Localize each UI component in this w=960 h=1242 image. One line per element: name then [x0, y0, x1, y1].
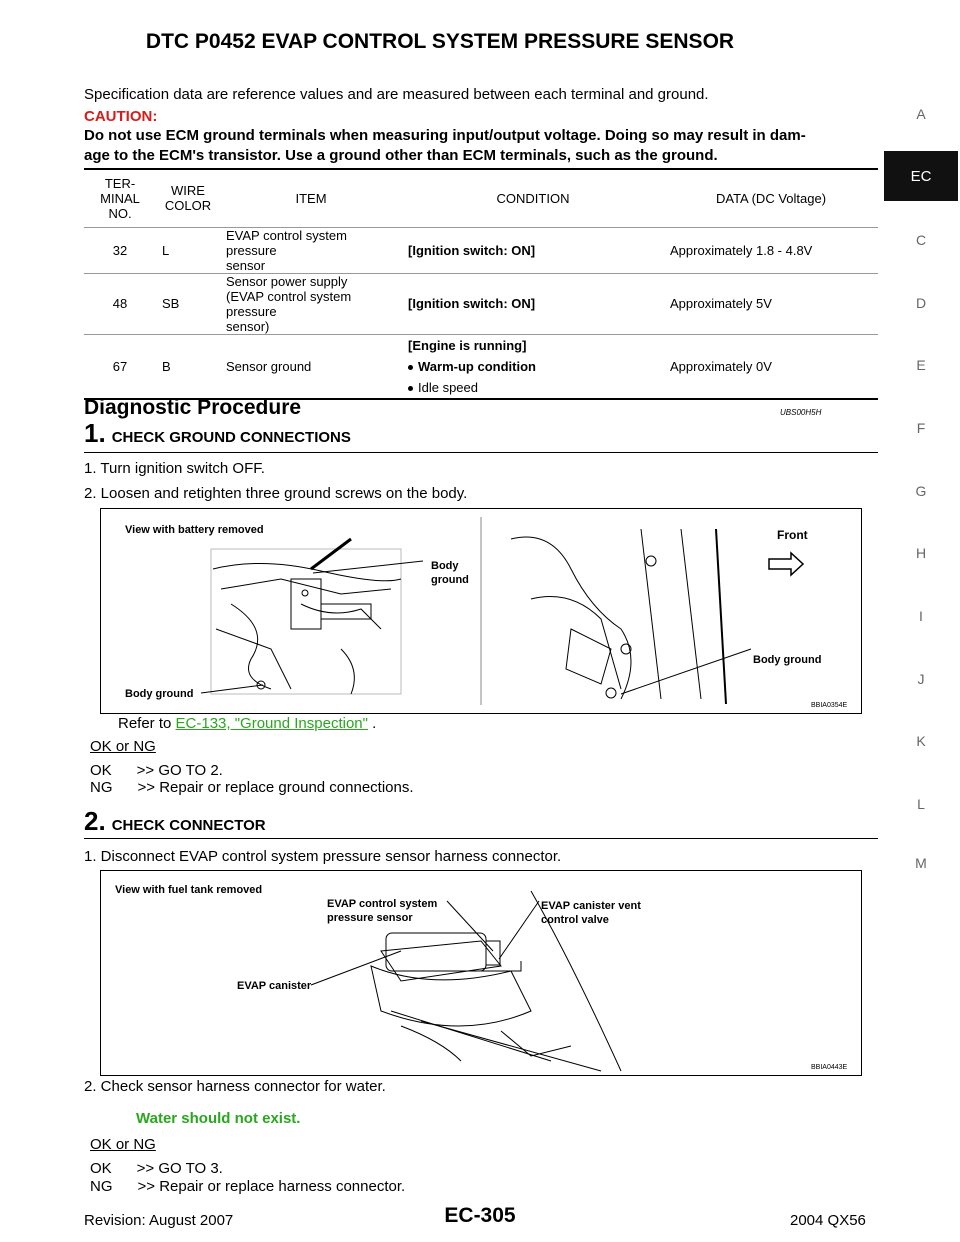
caution-line-2: age to the ECM's transistor. Use a ground other than ECM terminals, such as the ground. — [84, 147, 718, 164]
step-1-line-2: 2. Loosen and retighten three ground screws on the body. — [84, 485, 468, 502]
header-terminal: TER- MINAL NO. — [84, 169, 156, 227]
cell-wire: B — [156, 334, 220, 399]
cell-data: Approximately 5V — [664, 273, 878, 334]
water-spec: Water should not exist. — [136, 1110, 301, 1127]
sidebar-item-h[interactable]: H — [915, 545, 927, 561]
table-header-row — [84, 169, 878, 227]
cell-condition: [Ignition switch: ON] — [402, 273, 664, 334]
sidebar-item-f[interactable]: F — [916, 420, 926, 436]
figure-code: BBIA0443E — [811, 1064, 848, 1071]
figure-code: BBIA0354E — [811, 702, 848, 709]
label-sensor-2: pressure sensor — [327, 912, 413, 924]
label-front: Front — [777, 528, 808, 542]
sidebar-item-ec-active[interactable]: EC — [884, 151, 958, 201]
divider — [84, 838, 878, 839]
step-1-heading: 1. CHECK GROUND CONNECTIONS — [84, 418, 351, 448]
label-vent-1: EVAP canister vent — [541, 900, 641, 912]
table-row — [84, 227, 878, 273]
caution-line-1: Do not use ECM ground terminals when measuring input/output voltage. Doing so may result in dam- — [84, 127, 806, 144]
label-view-battery: View with battery removed — [125, 524, 264, 536]
step-2-line-2: 2. Check sensor harness connector for water. — [84, 1078, 386, 1095]
sidebar-item-k[interactable]: K — [916, 733, 926, 749]
ground-inspection-link[interactable]: EC-133, "Ground Inspection" — [175, 715, 368, 732]
sidebar-item-m[interactable]: M — [915, 855, 927, 871]
cell-data: Approximately 1.8 - 4.8V — [664, 227, 878, 273]
section-title: Diagnostic Procedure — [84, 396, 302, 419]
sidebar-item-e[interactable]: E — [916, 357, 926, 373]
label-view-fuel-tank: View with fuel tank removed — [115, 884, 263, 896]
cell-terminal: 48 — [84, 273, 156, 334]
cell-item: EVAP control system pressure sensor — [220, 227, 402, 273]
label-body-ground-1: Body — [431, 560, 459, 572]
sidebar-item-j[interactable]: J — [917, 671, 925, 687]
cell-terminal: 67 — [84, 334, 156, 399]
ok-result-2: OK >> GO TO 3. — [90, 1160, 223, 1177]
section-code: UBS00H5H — [780, 408, 822, 417]
refer-line: Refer to EC-133, "Ground Inspection" . — [118, 715, 377, 732]
footer-model: 2004 QX56 — [790, 1212, 866, 1229]
page-title: DTC P0452 EVAP CONTROL SYSTEM PRESSURE SENSOR — [145, 30, 735, 53]
cell-item: Sensor power supply (EVAP control system pressure sensor) — [220, 273, 402, 334]
cell-wire: L — [156, 227, 220, 273]
cell-condition: [Ignition switch: ON] — [402, 227, 664, 273]
ground-screws-figure — [100, 508, 862, 714]
cell-condition: [Engine is running] Warm-up condition Idle speed — [402, 334, 664, 399]
spec-note: Specification data are reference values and are measured between each terminal and ground. — [84, 86, 709, 103]
sidebar-item-g[interactable]: G — [915, 483, 927, 499]
evap-sensor-illustration — [101, 871, 861, 1075]
header-wire-color: WIRE COLOR — [156, 169, 220, 227]
table-row — [84, 334, 878, 399]
ng-result-1: NG >> Repair or replace ground connections. — [90, 779, 414, 796]
terminal-spec-table — [84, 168, 878, 400]
sidebar-item-a[interactable]: A — [916, 106, 926, 122]
sidebar-item-i[interactable]: I — [919, 608, 923, 624]
cell-wire: SB — [156, 273, 220, 334]
table-row — [84, 273, 878, 334]
label-sensor-1: EVAP control system — [327, 898, 438, 910]
footer-page-number: EC-305 — [444, 1204, 516, 1227]
sidebar-item-d[interactable]: D — [915, 295, 927, 311]
ok-result-1: OK >> GO TO 2. — [90, 762, 223, 779]
evap-sensor-figure — [100, 870, 862, 1076]
bullet-icon — [408, 386, 413, 391]
header-condition: CONDITION — [402, 169, 664, 227]
cell-terminal: 32 — [84, 227, 156, 273]
label-vent-2: control valve — [541, 914, 609, 926]
divider — [84, 452, 878, 453]
step-2-line-1: 1. Disconnect EVAP control system pressure sensor harness connector. — [84, 848, 562, 865]
header-item: ITEM — [220, 169, 402, 227]
cell-item: Sensor ground — [220, 334, 402, 399]
label-body-ground-left: Body ground — [125, 688, 194, 700]
label-body-ground-right: Body ground — [753, 654, 822, 666]
step-1-line-1: 1. Turn ignition switch OFF. — [84, 460, 265, 477]
bullet-icon — [408, 365, 413, 370]
cell-data: Approximately 0V — [664, 334, 878, 399]
caution-body — [84, 126, 884, 166]
ok-ng-label-1: OK or NG — [90, 738, 156, 755]
header-data: DATA (DC Voltage) — [664, 169, 878, 227]
label-body-ground-2: ground — [431, 574, 469, 586]
label-canister: EVAP canister — [237, 980, 312, 992]
step-2-heading: 2. CHECK CONNECTOR — [84, 806, 266, 836]
footer-revision: Revision: August 2007 — [84, 1212, 234, 1229]
sidebar-item-c[interactable]: C — [915, 232, 927, 248]
sidebar-item-l[interactable]: L — [917, 796, 925, 812]
ground-screws-illustration — [101, 509, 861, 713]
caution-label: CAUTION: — [84, 108, 158, 125]
ok-ng-label-2: OK or NG — [90, 1136, 156, 1153]
ng-result-2: NG >> Repair or replace harness connector. — [90, 1178, 406, 1195]
